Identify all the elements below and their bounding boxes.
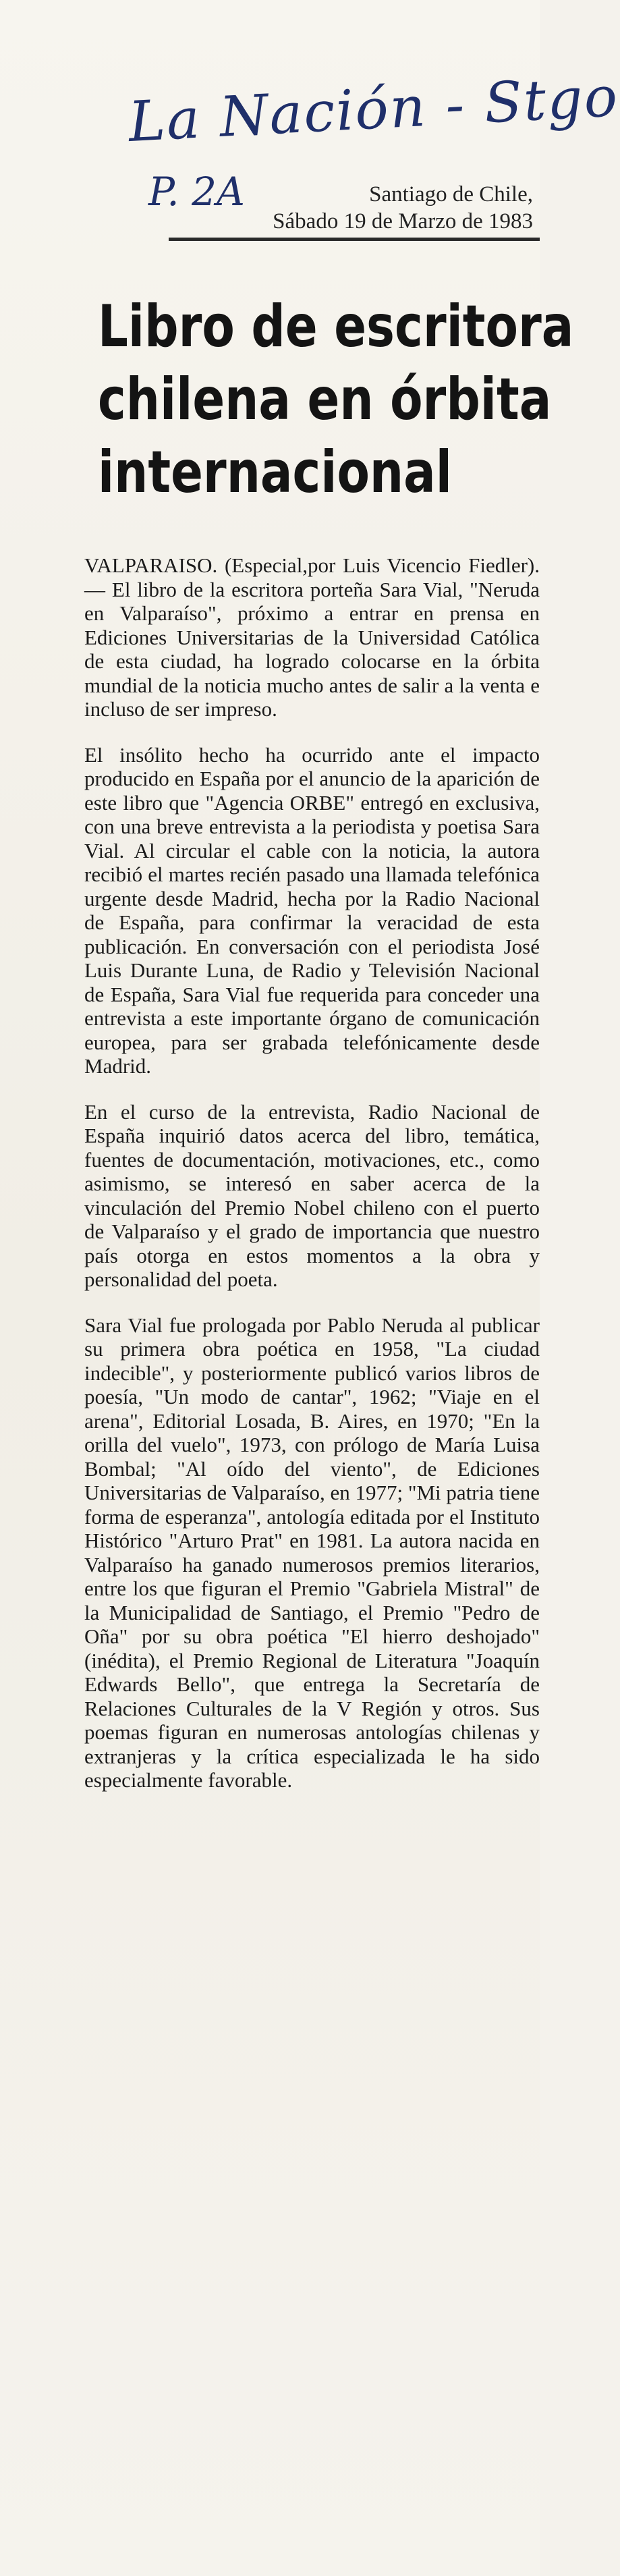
article-paragraph-1: VALPARAISO. (Especial,por Luis Vicencio Fiedler).— El libro de la escritora porteña Sara Vial, "Neruda en Valparaíso", próximo a entrar en prensa en Ediciones Universitarias de la Universidad Católica de esta ciudad, ha logrado colocarse en la órbita mundial de la noticia mucho antes de salir a la venta e incluso de ser impreso. (84, 553, 540, 721)
handwritten-page-note: P. 2A (148, 169, 245, 215)
article-body (84, 553, 540, 2565)
headline-line-3: internacional (98, 439, 452, 506)
article-paragraph-4: Sara Vial fue prologada por Pablo Neruda al publicar su primera obra poética en 1958, "La ciudad indecible", y posteriormente publicó varios libros de poesía, "Un modo de cantar", 1962; "Viaje en el arena", Editorial Losada, B. Aires, en 1970; "En la orilla del vuelo", 1973, con prólogo de María Luisa Bombal; "Al oído del viento", de Ediciones Universitarias de Valparaíso, en 1977; "Mi patria tiene forma de esperanza", antología editada por el Instituto Histórico "Arturo Prat" en 1981. La autora nacida en Valparaíso ha ganado numerosos premios literarios, entre los que figuran el Premio "Gabriela Mistral" de la Municipalidad de Santiago, el Premio "Pedro de Oña" por su obra poética "El hierro deshojado" (inédita), el Premio Regional de Literatura "Joaquín Edwards Bello", que entrega la Secretaría de Relaciones Culturales de la V Región y otros. Sus poemas figuran en numerosas antologías chilenas y extranjeras y la crítica especializada le ha sido especialmente favorable. (84, 1313, 540, 1792)
article-paragraph-2: El insólito hecho ha ocurrido ante el impacto producido en España por el anuncio de la aparición de este libro que "Agencia ORBE" entregó en exclusiva, con una breve entrevista a la periodista y poetisa Sara Vial. Al circular el cable con la noticia, la autora recibió el martes recién pasado una llamada telefónica urgente desde Madrid, hecha por la Radio Nacional de España, para confirmar la veracidad de esta publicación. En conversación con el periodista José Luis Durante Luna, de Radio y Televisión Nacional de España, Sara Vial fue requerida para conceder una entrevista a este importante órgano de comunicación europea, para ser grabada telefónicamente desde Madrid. (84, 742, 540, 1078)
dateline (273, 181, 533, 235)
headline-line-2: chilena en órbita (98, 366, 552, 433)
headline-line-1: Libro de escritora (98, 293, 574, 360)
dateline-date: Sábado 19 de Marzo de 1983 (273, 209, 533, 234)
header-rule (169, 238, 540, 241)
article-paragraph-3: En el curso de la entrevista, Radio Nacional de España inquirió datos acerca del libro, temática, fuentes de documentación, motivaciones, etc., como asimismo, se interesó en saber acerca de la vinculación del Premio Nobel chileno con el puerto de Valparaíso y el grado de importancia que nuestro país otorga en estos momentos a la obra y personalidad del poeta. (84, 1099, 540, 1291)
headline (98, 290, 574, 509)
handwritten-source-note: La Nación - Stgo (127, 65, 620, 155)
dateline-city: Santiago de Chile, (369, 182, 533, 207)
